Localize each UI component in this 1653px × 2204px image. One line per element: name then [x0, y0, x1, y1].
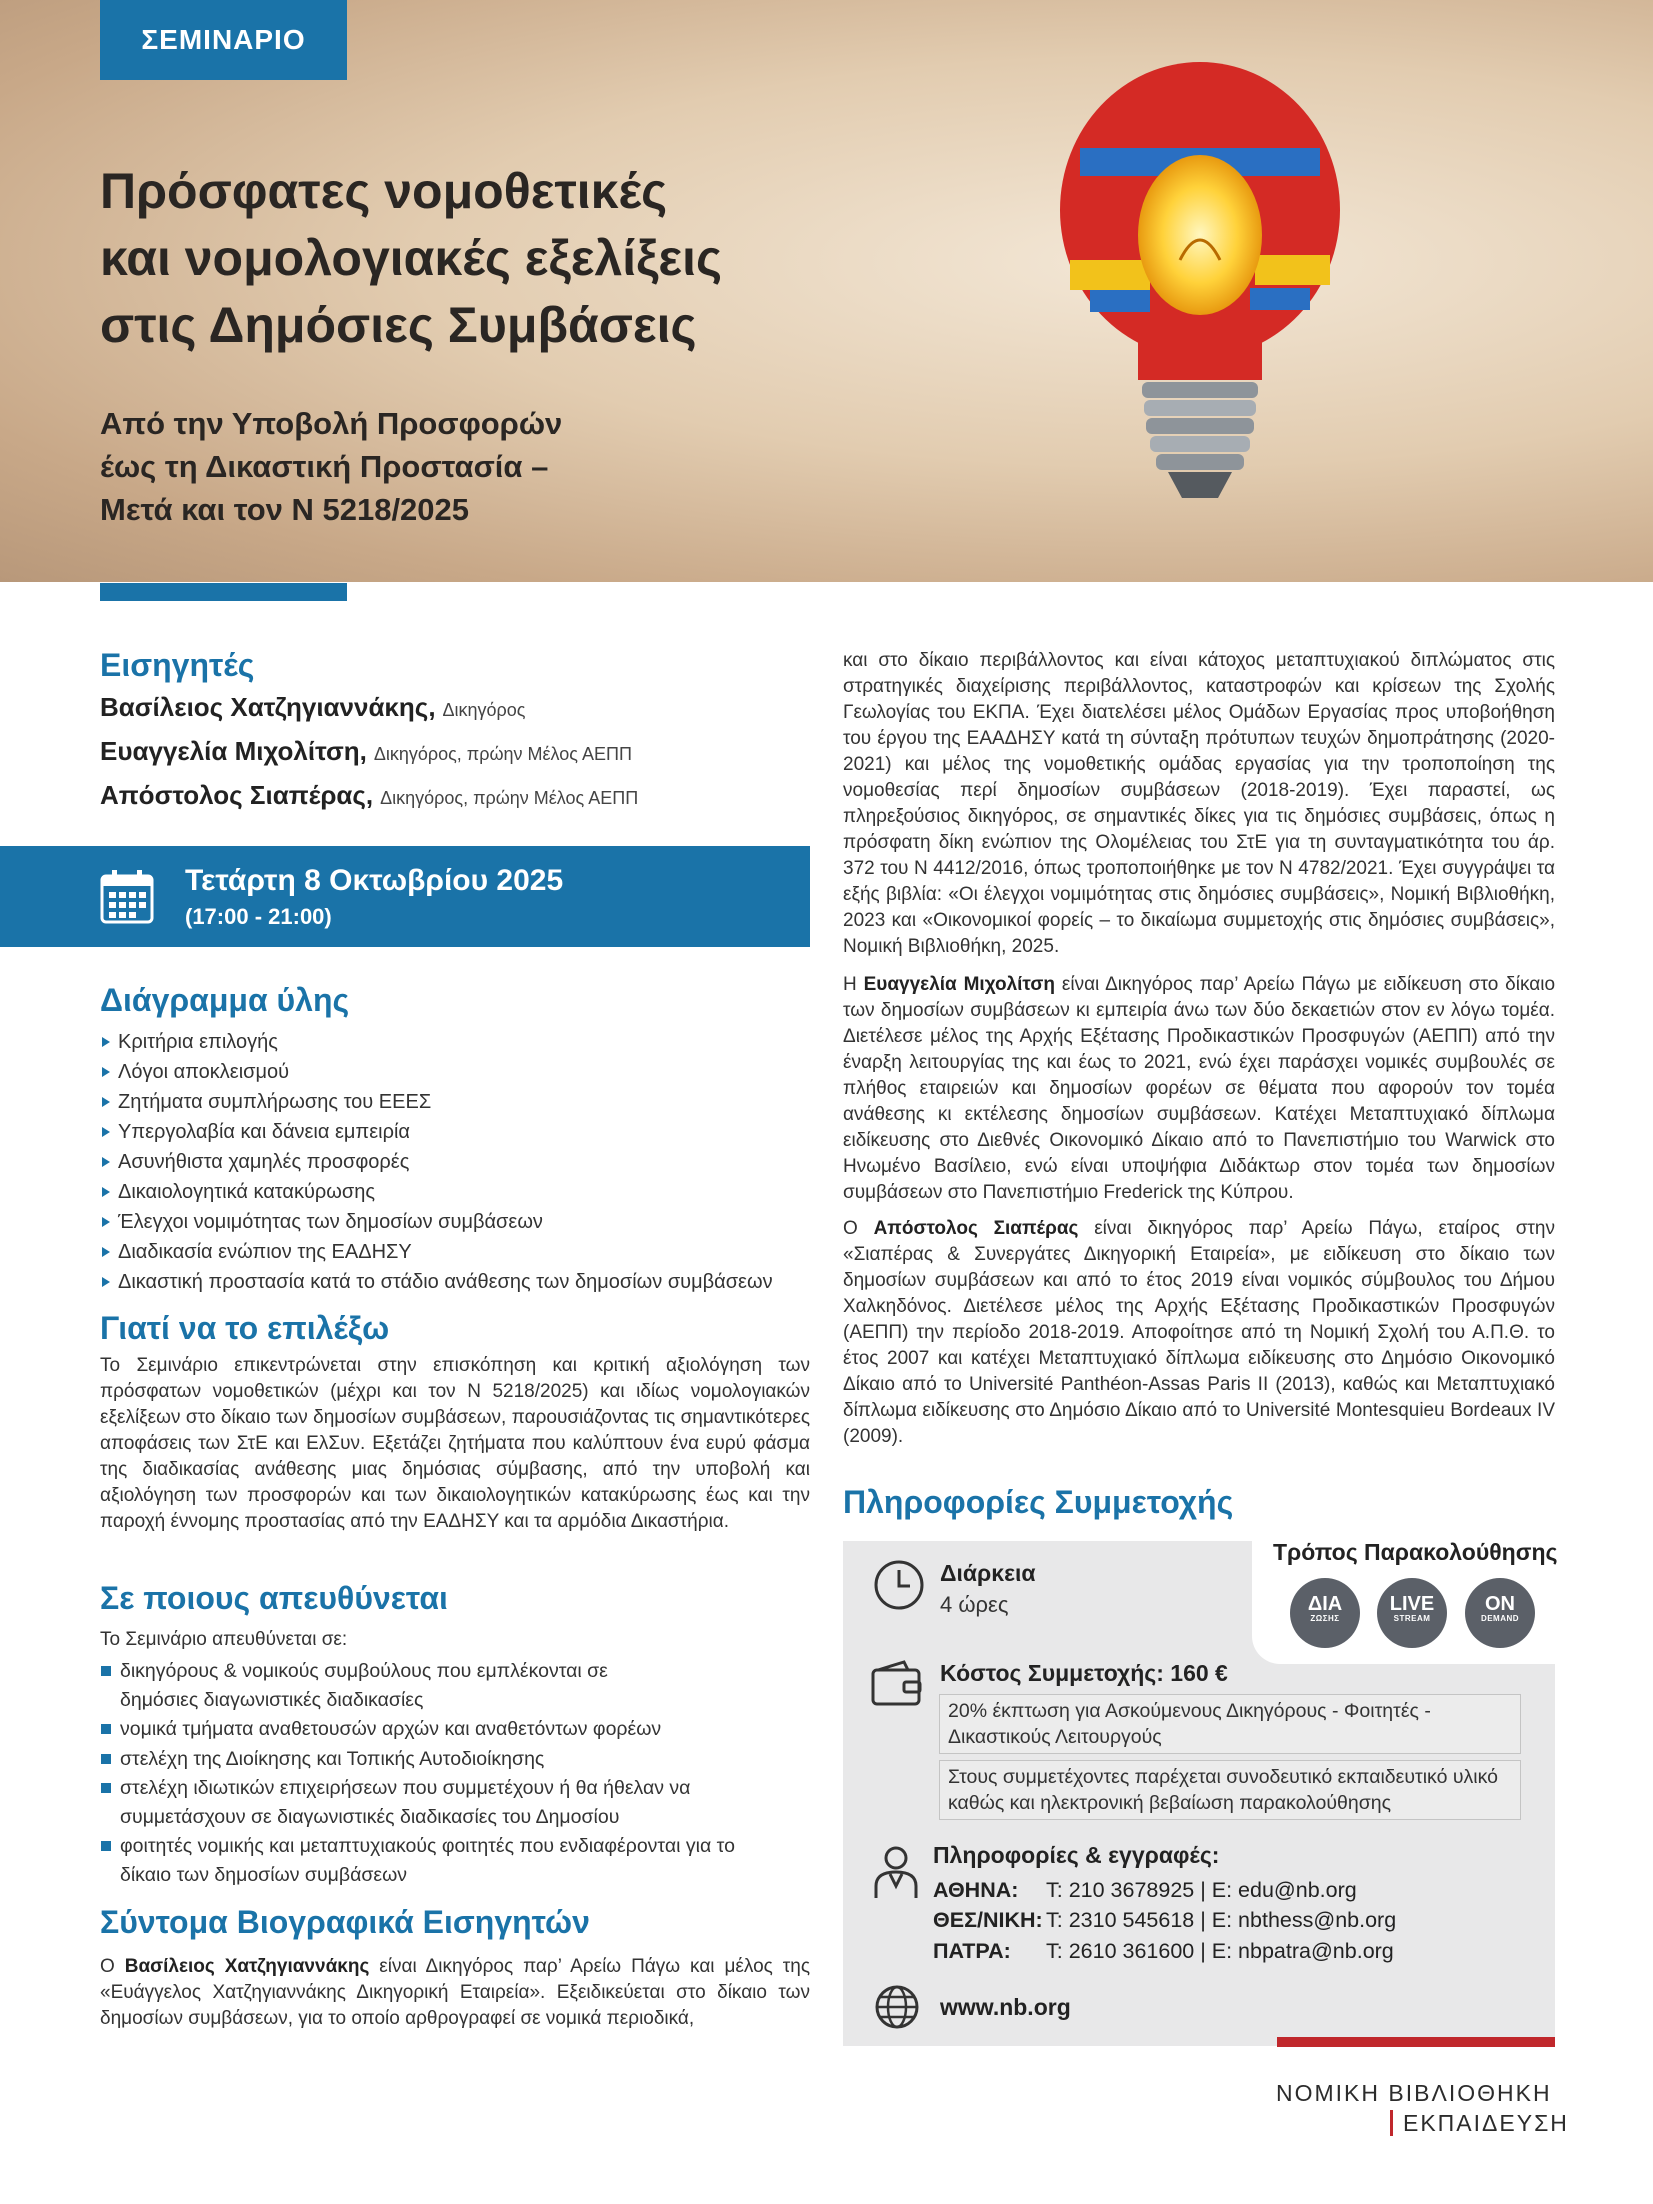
list-item: Δικαστική προστασία κατά το στάδιο ανάθεσης των δημοσίων συμβάσεων: [100, 1267, 820, 1297]
date-bar: [0, 846, 810, 947]
badge-label: LIVE: [1389, 1593, 1435, 1615]
subtitle-line: Μετά και τον Ν 5218/2025: [100, 492, 470, 527]
title-line: Πρόσφατες νομοθετικές: [100, 163, 668, 219]
bio-name: Απόστολος Σιαπέρας: [873, 1218, 1079, 1239]
speaker-name: Ευαγγελία Μιχολίτση,: [100, 736, 367, 766]
event-time: (17:00 - 21:00): [185, 904, 332, 929]
bio-micholitsi: [843, 972, 1555, 1206]
material-note: Στους συμμετέχοντες παρέχεται συνοδευτικό εκπαιδευτικό υλικό καθώς και ηλεκτρονική βεβαίωση παρακολούθησης: [939, 1760, 1521, 1820]
bio-text: είναι Δικηγόρος παρ’ Αρείω Πάγω με ειδίκευση στο δίκαιο των δημοσίων συμβάσεων κι εμπειρία άνω των δύο δεκαετιών στον εν λόγω τομέα. Διετέλεσε μέλος της Αρχής Εξέτασης Προδικαστικών Προσφυγών (ΑΕΠΠ) από την έναρξη λειτουργίας της και έως το 2021, ενώ έχει παράσχει νομικές συμβουλές σε πλήθος εταιρειών και δημοσίων φορέων σε θέματα που αφορούν τον τομέα ανάθεσης κι εκτέλεσης δημοσίων συμβάσεων. Κατέχει Μεταπτυχιακό δίπλωμα ειδίκευσης στο Διεθνές Οικονομικό Δίκαιο από το Πανεπιστήμιο του Warwick στο Ηνωμένο Βασίλειο, ενώ είναι υποψήφια Διδάκτωρ στον τομέα των δημοσίων συμβάσεων στο Πανεπιστήμιο Frederick της Κύπρου.: [843, 974, 1556, 1203]
bio-text: Ο: [843, 1218, 874, 1239]
speaker-item: [100, 780, 638, 811]
contact-city: ΘΕΣ/ΝΙΚΗ:: [933, 1908, 1043, 1932]
badge-sublabel: DEMAND: [1480, 1614, 1520, 1623]
syllabus-list: [100, 1027, 820, 1297]
badge-label: ΔΙΑ: [1307, 1593, 1343, 1615]
calendar-icon: [100, 868, 154, 924]
globe-icon: [874, 1984, 920, 2030]
list-item: Υπεργολαβία και δάνεια εμπειρία: [100, 1117, 820, 1147]
audience-heading: Σε ποιους απευθύνεται: [100, 1580, 448, 1616]
bio-text: είναι δικηγόρος παρ’ Αρείω Πάγω, εταίρος στην «Σιαπέρας & Συνεργάτες Δικηγορική Εταιρεία», με ειδίκευση στο δίκαιο των δημοσίων συμβάσεων και από το έτος 2019 είναι νομικός σύμβουλος του Δήμου Χαλκηδόνος. Διετέλεσε μέλος της Αρχής Εξέτασης Προδικαστικών Προσφυγών (ΑΕΠΠ) την περίοδο 2018-2019. Αποφοίτησε από τη Νομική Σχολή του Α.Π.Θ. το έτος 2007 και κατέχει Μεταπτυχιακό δίπλωμα ειδίκευσης στο Δημόσιο Οικονομικό Δίκαιο από το Université Panthéon-Assas Paris II (2013), καθώς και Μεταπτυχιακό δίπλωμα ειδίκευσης στο Δημόσιο Δίκαιο από το Université Montesquieu Bordeaux IV (2009).: [843, 1218, 1555, 1447]
in-person-badge: [1290, 1578, 1360, 1648]
badge-sublabel: ΖΩΣΗΣ: [1310, 1614, 1340, 1623]
speaker-role: Δικηγόρος: [442, 700, 526, 720]
subtitle-line: Από την Υποβολή Προσφορών: [100, 406, 563, 441]
bios-heading: Σύντομα Βιογραφικά Εισηγητών: [100, 1904, 590, 1940]
clock-icon: [872, 1558, 926, 1612]
contact-info: T: 2310 545618 | E: nbthess@nb.org: [1046, 1908, 1397, 1932]
speaker-name: Απόστολος Σιαπέρας,: [100, 780, 374, 810]
list-item: Λόγοι αποκλεισμού: [100, 1057, 820, 1087]
contact-city: ΠΑΤΡΑ:: [933, 1939, 1011, 1963]
list-item: Έλεγχοι νομιμότητας των δημοσίων συμβάσεων: [100, 1207, 820, 1237]
page-subtitle: [100, 402, 720, 531]
list-item: Κριτήρια επιλογής: [100, 1027, 820, 1057]
bio-hatzigiannakis-part2: και στο δίκαιο περιβάλλοντος και είναι κάτοχος μεταπτυχιακού διπλώματος στις στρατηγικές διαχείρισης περιβάλλοντος, καταστροφών και κρίσεων της Σχολής Γεωλογίας του ΕΚΠΑ. Έχει διατελέσει μέλος Ομάδων Εργασίας προς υποβοήθηση του έργου της ΕΑΑΔΗΣΥ κατά τη σύνταξη πρότυπων τευχών δημοπράτησης (2020-2021) και μέλος της νομοθετικής ομάδας εργασίας για την τροποποίηση της νομοθεσίας περί δημοσίων συμβάσεων (2018-2019). Έχει παραστεί, ως πληρεξούσιος δικηγόρος, σε σημαντικές δίκες για τις δημόσιες συμβάσεις, όπως η πρόσφατη δίκη ενώπιον της Ολομέλειας του ΣτΕ για τη συνταγματικότητα του άρ. 372 του Ν 4412/2016, όπως τροποποιήθηκε με τον Ν 4782/2021. Έχει συγγράψει τα εξής βιβλία: «Οι έλεγχοι νομιμότητας στις δημόσιες συμβάσεις», Νομική Βιβλιοθήκη, 2023 και «Οικονομικοί φορείς – το δικαίωμα συμμετοχής στις δημόσιες συμβάσεις», Νομική Βιβλιοθήκη, 2025.: [843, 650, 1555, 957]
badge-sublabel: STREAM: [1393, 1614, 1431, 1623]
discount-note: 20% έκπτωση για Ασκούμενους Δικηγόρους - Φοιτητές - Δικαστικούς Λειτουργούς: [939, 1694, 1521, 1754]
duration-label: Διάρκεια: [940, 1560, 1036, 1586]
audience-intro: Το Σεμινάριο απευθύνεται σε:: [100, 1629, 348, 1650]
bio-name: Ευαγγελία Μιχολίτση: [863, 974, 1055, 995]
badge-label: ON: [1485, 1593, 1515, 1615]
seminar-tag: ΣΕΜΙΝΑΡΙΟ: [100, 0, 347, 80]
brand-accent-bar: [1277, 2037, 1555, 2047]
lego-lightbulb-image: [1050, 60, 1350, 560]
on-demand-badge: [1465, 1578, 1535, 1648]
participation-heading: Πληροφορίες Συμμετοχής: [843, 1484, 1234, 1520]
speaker-item: [100, 692, 525, 723]
why-heading: Γιατί να το επιλέξω: [100, 1310, 390, 1346]
list-item: Διαδικασία ενώπιον της ΕΑΔΗΣΥ: [100, 1237, 820, 1267]
bio-name: Βασίλειος Χατζηγιαννάκης: [124, 1956, 370, 1977]
cost-label: Κόστος Συμμετοχής: 160 €: [940, 1660, 1228, 1686]
speakers-heading: Εισηγητές: [100, 647, 255, 683]
contact-city: ΑΘΗΝΑ:: [933, 1878, 1019, 1902]
live-stream-badge: [1377, 1578, 1447, 1648]
list-item: στελέχη ιδιωτικών επιχειρήσεων που συμμετέχουν ή θα ήθελαν να συμμετάσχουν σε διαγωνιστικές διαδικασίες του Δημοσίου: [100, 1774, 720, 1831]
bio-siaperas: [843, 1216, 1555, 1450]
website-link[interactable]: www.nb.org: [940, 1994, 1071, 2020]
audience-list: [100, 1657, 820, 1890]
list-item: Ασυνήθιστα χαμηλές προσφορές: [100, 1147, 820, 1177]
bio-text: Ο: [100, 1956, 125, 1977]
syllabus-heading: Διάγραμμα ύλης: [100, 982, 350, 1018]
page-title: [100, 158, 800, 359]
contact-athens: [933, 1878, 1357, 1903]
registration-label: Πληροφορίες & εγγραφές:: [933, 1842, 1220, 1868]
mode-title: Τρόπος Παρακολούθησης: [1273, 1539, 1558, 1565]
why-text: Το Σεμινάριο επικεντρώνεται στην επισκόπηση και κριτική αξιολόγηση των πρόσφατων νομοθετικών (μέχρι και τον Ν 5218/2025) και ιδίως νομολογιακών εξελίξεων στο δίκαιο των δημοσίων συμβάσεων, παρουσιάζοντας τις σημαντικότερες αποφάσεις των ΣτΕ και ΕλΣυν. Εξετάζει ζητήματα που καλύπτουν ένα ευρύ φάσμα της διαδικασίας ανάθεσης μιας δημόσιας σύμβασης, από την υποβολή και αξιολόγηση των προσφορών και των δικαιολογητικών κατακύρωσης έως και την παροχή έννομης προστασίας από την ΕΑΔΗΣΥ και τα αρμόδια Δικαστήρια.: [100, 1355, 810, 1532]
title-line: στις Δημόσιες Συμβάσεις: [100, 297, 697, 353]
list-item: φοιτητές νομικής και μεταπτυχιακούς φοιτητές που ενδιαφέρονται για το δίκαιο των δημοσίων συμβάσεων: [100, 1832, 760, 1889]
title-line: και νομολογιακές εξελίξεις: [100, 230, 723, 286]
brand-division: ΕΚΠΑΙΔΕΥΣΗ: [1390, 2110, 1569, 2136]
duration-value: 4 ώρες: [940, 1592, 1009, 1617]
bio-text: είναι Δικηγόρος παρ’ Αρείω Πάγω και μέλος της «Ευάγγελος Χατζηγιαννάκης Δικηγορική Εταιρεία». Εξειδικεύεται στο δίκαιο των δημοσίων συμβάσεων, για το οποίο αρθρογραφεί σε νομικά περιοδικά,: [100, 1956, 810, 2029]
subtitle-line: έως τη Δικαστική Προστασία –: [100, 449, 549, 484]
bio-hatzigiannakis-part1: [100, 1954, 810, 2032]
list-item: νομικά τμήματα αναθετουσών αρχών και αναθετόντων φορέων: [100, 1715, 820, 1744]
speaker-role: Δικηγόρος, πρώην Μέλος ΑΕΠΠ: [380, 788, 639, 808]
event-date: Τετάρτη 8 Οκτωβρίου 2025: [185, 864, 564, 897]
contact-thessaloniki: [933, 1908, 1396, 1933]
list-item: Ζητήματα συμπλήρωσης του ΕΕΕΣ: [100, 1087, 820, 1117]
wallet-icon: [870, 1660, 924, 1708]
list-item: δικηγόρους & νομικούς συμβούλους που εμπλέκονται σε δημόσιες διαγωνιστικές διαδικασίες: [100, 1657, 660, 1714]
brand-name: ΝΟΜΙΚΗ ΒΙΒΛΙΟΘΗΚΗ: [1276, 2080, 1552, 2106]
accent-bar: [100, 583, 347, 601]
speaker-name: Βασίλειος Χατζηγιαννάκης,: [100, 692, 436, 722]
contact-info: T: 2610 361600 | E: nbpatra@nb.org: [1046, 1939, 1394, 1963]
list-item: στελέχη της Διοίκησης και Τοπικής Αυτοδιοίκησης: [100, 1745, 820, 1774]
person-info-icon: [870, 1842, 922, 1900]
speaker-role: Δικηγόρος, πρώην Μέλος ΑΕΠΠ: [373, 744, 632, 764]
speaker-item: [100, 736, 632, 767]
bio-text: Η: [843, 974, 864, 995]
contact-info: T: 210 3678925 | E: edu@nb.org: [1046, 1878, 1357, 1902]
contact-patra: [933, 1939, 1394, 1964]
list-item: Δικαιολογητικά κατακύρωσης: [100, 1177, 820, 1207]
hero-banner: [0, 0, 1653, 582]
